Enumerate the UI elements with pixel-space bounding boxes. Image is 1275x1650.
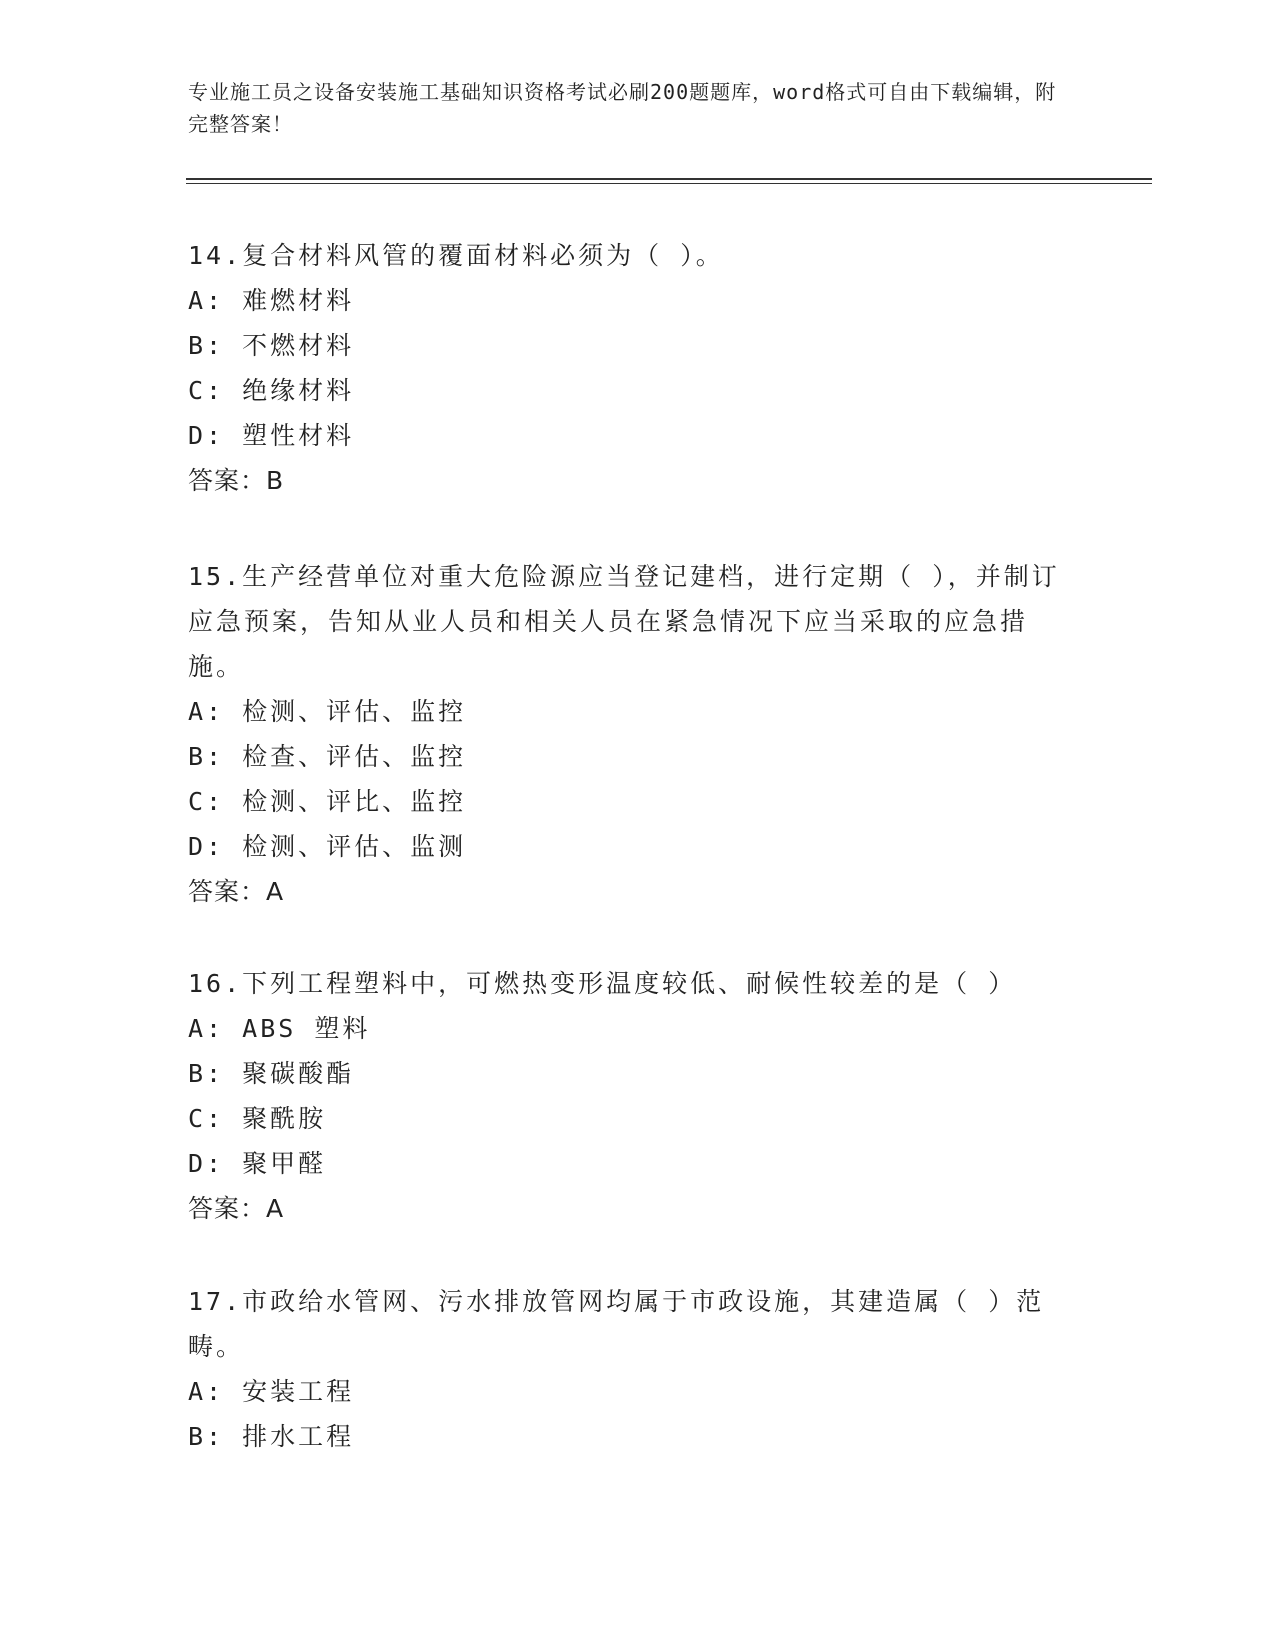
question-14 bbox=[188, 233, 1068, 503]
option-a: A: 检测、评估、监控 bbox=[188, 697, 467, 726]
question-stem: 16.下列工程塑料中，可燃热变形温度较低、耐候性较差的是（ ） bbox=[188, 969, 1017, 998]
question-stem: 15.生产经营单位对重大危险源应当登记建档，进行定期（ ），并制订应急预案，告知从业人员和相关人员在紧急情况下应当采取的应急措施。 bbox=[188, 562, 1060, 681]
option-d: D: 聚甲醛 bbox=[188, 1149, 327, 1178]
question-stem: 14.复合材料风管的覆面材料必须为（ ）。 bbox=[188, 241, 724, 270]
question-17 bbox=[188, 1279, 1068, 1459]
option-a: A: 难燃材料 bbox=[188, 286, 355, 315]
option-d: D: 检测、评估、监测 bbox=[188, 832, 467, 861]
header-divider bbox=[186, 178, 1152, 180]
option-a: A: 安装工程 bbox=[188, 1377, 355, 1406]
option-a: A: ABS 塑料 bbox=[188, 1014, 371, 1043]
document-header: 专业施工员之设备安装施工基础知识资格考试必刷200题题库，word格式可自由下载编辑，附完整答案！ bbox=[188, 80, 1057, 136]
question-stem: 17.市政给水管网、污水排放管网均属于市政设施，其建造属（ ）范畴。 bbox=[188, 1287, 1045, 1361]
option-b: B: 排水工程 bbox=[188, 1422, 355, 1451]
question-15 bbox=[188, 554, 1068, 914]
answer-label: 答案：A bbox=[188, 877, 285, 906]
option-b: B: 聚碳酸酯 bbox=[188, 1059, 355, 1088]
option-c: C: 检测、评比、监控 bbox=[188, 787, 467, 816]
option-b: B: 检查、评估、监控 bbox=[188, 742, 467, 771]
question-16 bbox=[188, 961, 1068, 1231]
option-c: C: 聚酰胺 bbox=[188, 1104, 327, 1133]
option-b: B: 不燃材料 bbox=[188, 331, 355, 360]
option-c: C: 绝缘材料 bbox=[188, 376, 355, 405]
answer-label: 答案：B bbox=[188, 466, 285, 495]
option-d: D: 塑性材料 bbox=[188, 421, 355, 450]
answer-label: 答案：A bbox=[188, 1194, 285, 1223]
header-divider-thin bbox=[186, 183, 1152, 184]
